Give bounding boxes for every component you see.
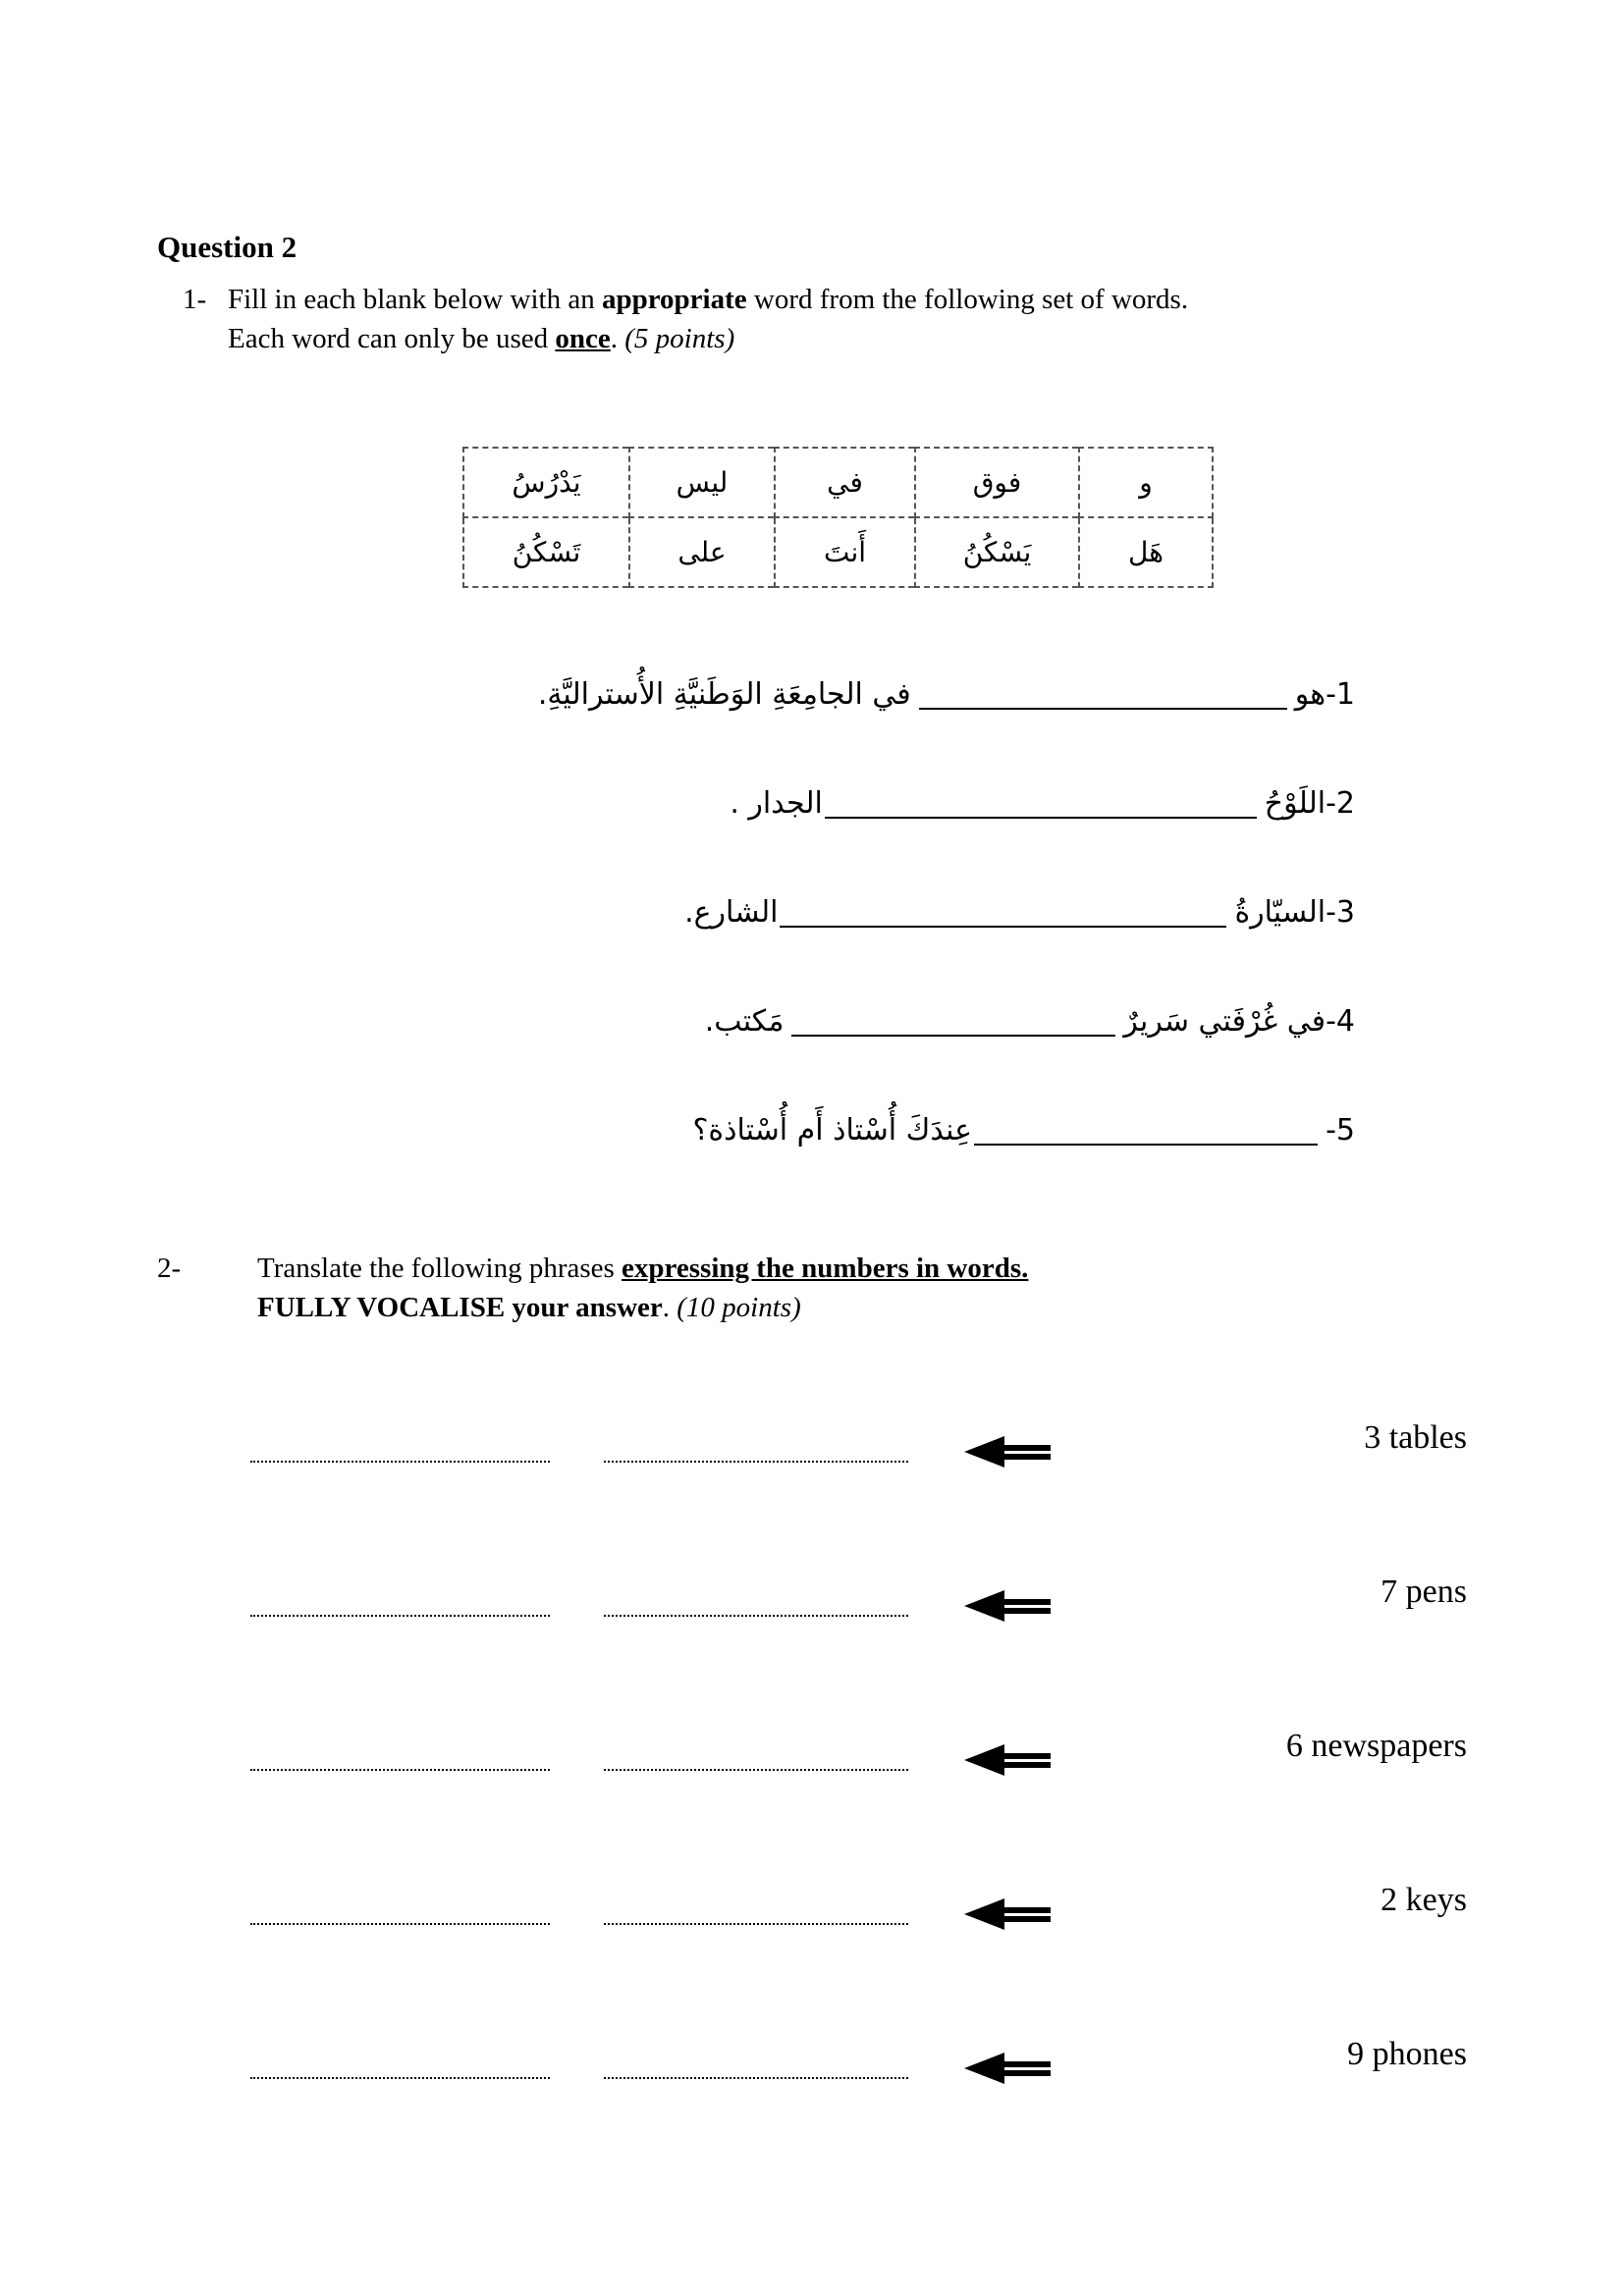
word-bank-cell: هَل [1079, 517, 1213, 587]
answer-blank[interactable] [604, 1461, 908, 1463]
word-bank-cell: فوق [915, 448, 1079, 517]
phrase-label: 9 phones [1347, 2036, 1467, 2072]
instruction-text: Fill in each blank below with an [228, 284, 602, 315]
instruction-text-once: once [555, 323, 611, 354]
word-bank-cell: أَنتَ [775, 517, 915, 587]
part1-instruction-line2 [228, 323, 734, 355]
answer-blank[interactable] [604, 1615, 908, 1617]
answer-blank[interactable] [791, 1009, 1115, 1037]
points-note: (10 points) [677, 1292, 801, 1323]
answer-blank[interactable] [250, 2077, 550, 2079]
answer-blank[interactable] [780, 900, 1226, 928]
left-arrow-icon [964, 1587, 1051, 1625]
sentence-suffix: الشارع. [684, 895, 779, 930]
translation-row [0, 2036, 1624, 2097]
word-bank-row [463, 448, 1213, 517]
page-title: Question 2 [157, 230, 298, 264]
word-bank-cell: يَسْكُنُ [915, 517, 1079, 587]
fill-blank-sentence-3 [684, 895, 1355, 930]
answer-blank[interactable] [604, 1923, 908, 1925]
translation-row [0, 1882, 1624, 1943]
instruction-text: . [610, 323, 625, 354]
instruction-text: Each word can only be used [228, 323, 556, 354]
word-bank-row [463, 517, 1213, 587]
sentence-prefix: 1-هو [1294, 677, 1355, 712]
word-bank-cell: على [629, 517, 775, 587]
answer-blank[interactable] [250, 1615, 550, 1617]
sentence-suffix: الجدار . [730, 786, 823, 821]
instruction-text: word from the following set of words. [746, 284, 1189, 315]
part1-instruction-line1 [183, 284, 1188, 316]
sentence-prefix: 5- [1326, 1113, 1355, 1148]
phrase-label: 3 tables [1364, 1419, 1467, 1456]
word-bank-cell: في [775, 448, 915, 517]
instruction-text-bold: FULLY VOCALISE your answer [257, 1292, 663, 1323]
translation-row [0, 1574, 1624, 1634]
phrase-label: 2 keys [1380, 1882, 1467, 1918]
left-arrow-icon [964, 2050, 1051, 2087]
translation-row [0, 1419, 1624, 1480]
sentence-prefix: 3-السيّارةُ [1234, 895, 1355, 930]
translation-row [0, 1728, 1624, 1789]
instruction-text-bold: appropriate [601, 284, 747, 315]
answer-blank[interactable] [250, 1769, 550, 1771]
fill-blank-sentence-5 [692, 1113, 1355, 1148]
points-note: (5 points) [624, 323, 735, 354]
phrase-label: 6 newspapers [1285, 1728, 1467, 1764]
part1-number: 1- [183, 284, 207, 315]
part2-number: 2- [157, 1253, 182, 1284]
answer-blank[interactable] [250, 1923, 550, 1925]
answer-blank[interactable] [604, 1769, 908, 1771]
answer-blank[interactable] [604, 2077, 908, 2079]
part2-instruction-line2 [257, 1292, 801, 1324]
sentence-prefix: 4-في غُرْفَتي سَريرٌ [1123, 1004, 1355, 1039]
sentence-suffix: عِندَكَ أُسْتاذ أَم أُسْتاذة؟ [692, 1113, 973, 1148]
word-bank-cell: ليس [629, 448, 775, 517]
instruction-text: . [662, 1292, 677, 1323]
answer-blank[interactable] [250, 1461, 550, 1463]
fill-blank-sentence-2 [730, 786, 1355, 821]
left-arrow-icon [964, 1741, 1051, 1779]
answer-blank[interactable] [825, 791, 1257, 819]
word-bank-table [462, 447, 1214, 588]
word-bank-cell: و [1079, 448, 1213, 517]
fill-blank-sentence-1 [538, 677, 1355, 712]
sentence-suffix: مَكتب. [704, 1004, 785, 1039]
part2-instruction-line1 [257, 1253, 1028, 1285]
phrase-label: 7 pens [1380, 1574, 1467, 1610]
sentence-suffix: في الجامِعَةِ الوَطَنيَّةِ الأُستراليَّةِ. [537, 677, 911, 712]
left-arrow-icon [964, 1896, 1051, 1933]
left-arrow-icon [964, 1433, 1051, 1470]
instruction-text: Translate the following phrases [257, 1253, 623, 1284]
word-bank-cell: يَدْرُسُ [463, 448, 629, 517]
sentence-prefix: 2-اللَوْحُ [1264, 786, 1355, 821]
word-bank-cell: تَسْكُنُ [463, 517, 629, 587]
fill-blank-sentence-4 [705, 1004, 1355, 1039]
answer-blank[interactable] [919, 682, 1287, 710]
instruction-text-emphasis: expressing the numbers in words. [622, 1253, 1029, 1284]
answer-blank[interactable] [974, 1118, 1318, 1146]
